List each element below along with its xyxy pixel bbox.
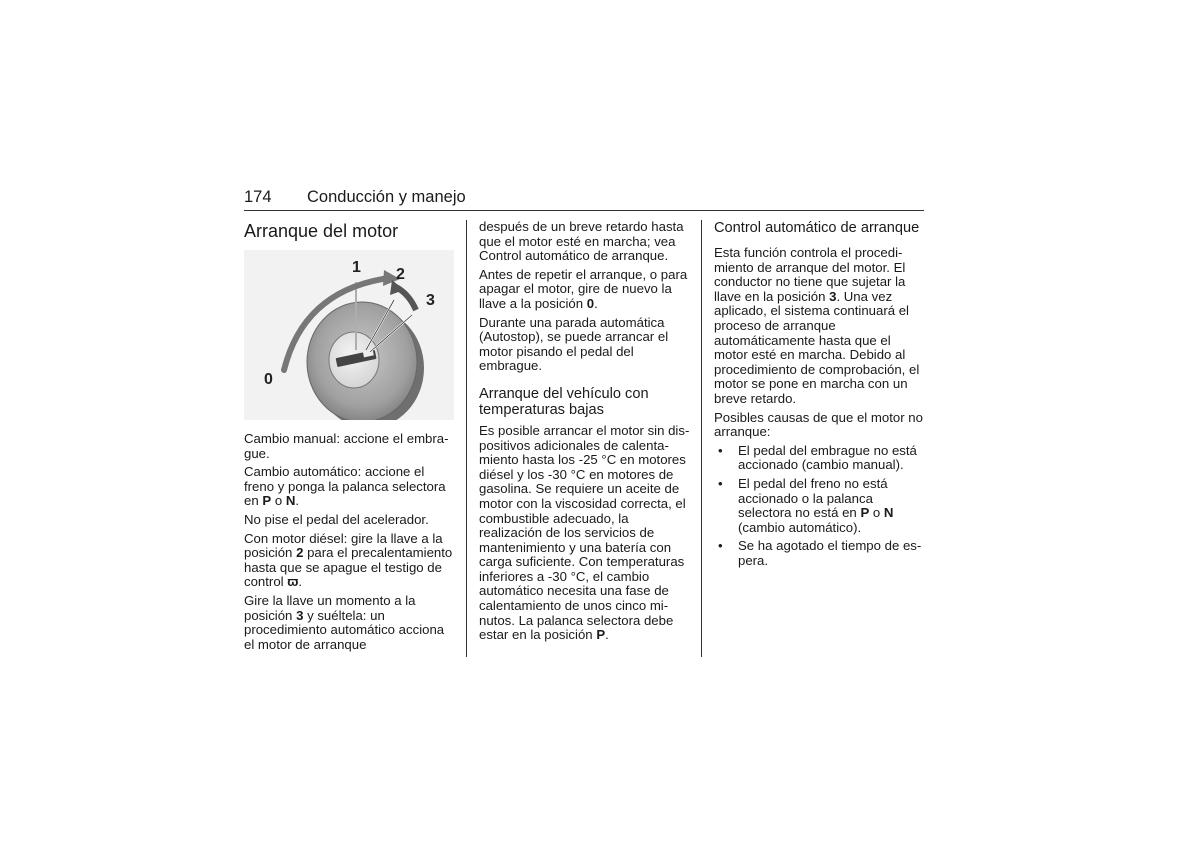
paragraph: después de un breve retardo hasta que el motor esté en marcha; vea Control automático de arranque. (479, 219, 684, 264)
chapter-title: Conducción y manejo (307, 188, 466, 206)
cause-list (714, 444, 924, 569)
column-divider (466, 220, 467, 657)
column-divider (701, 220, 702, 657)
paragraph: Gire la llave un momento a la posición 3 y suéltela: un procedimiento automático acciona el motor de arranque (244, 592, 445, 652)
page-header (244, 188, 924, 211)
bullet: • (718, 442, 723, 458)
paragraph: Cambio manual: accione el embrague. (244, 431, 449, 461)
subsection-title: Arranque del vehículo con temperaturas bajas (479, 385, 649, 418)
paragraph: Posibles causas de que el motor no arranque: (714, 409, 923, 440)
page-number: 174 (244, 188, 272, 206)
paragraph: No pise el pedal del acelerador. (244, 511, 429, 527)
list-item: • El pedal del embrague no está accionado (cambio manual). (718, 442, 917, 473)
key-position-0: 0 (264, 371, 273, 388)
bullet: • (718, 475, 723, 491)
paragraph: Esta función controla el procedimiento de arranque del motor. El conductor no tiene que sujetar la llave en la posición 3. Una vez aplicado, el sistema continuará el proceso de arranque automáticamente hasta que el motor esté en marcha. Debido al procedimiento de comprobación, el motor se pone en marcha con un breve retardo. (714, 245, 920, 406)
key-position-1: 1 (352, 259, 361, 276)
key-position-3: 3 (426, 292, 435, 309)
subsection-title: Control automático de arranque (714, 220, 920, 236)
list-item: • El pedal del freno no está accionado o la palanca selectora no está en P o N (cambio automático). (718, 475, 894, 535)
column-2 (479, 220, 690, 647)
key-position-2: 2 (396, 266, 405, 283)
column-1 (244, 220, 456, 656)
paragraph: Es posible arrancar el motor sin dispositivos adicionales de calentamiento hasta los -25 °C en motores diésel y los -30 °C en motores de gasolina. Se requiere un aceite de motor con la viscosidad correcta, el combustible adecuado, la realización de los servicios de mantenimiento y una batería con carga suficiente. Con temperaturas inferiores a -30 °C, el cambio automático necesita una fase de calentamiento de unos cinco minutos. La palanca selectora debe estar en la posición P. (479, 422, 690, 643)
paragraph: Con motor diésel: gire la llave a la posición 2 para el precalentamiento hasta que se apague el testigo de control ϖ. (244, 530, 453, 590)
glow-plug-indicator-icon: ϖ (287, 574, 299, 590)
ignition-key-positions-illustration (244, 250, 454, 420)
list-item: • Se ha agotado el tiempo de espera. (718, 538, 922, 568)
paragraph: Durante una parada automática (Autostop), se puede arrancar el motor pisando el pedal del embrague. (479, 314, 669, 374)
column-3 (714, 220, 924, 572)
bullet: • (718, 538, 723, 554)
paragraph: Antes de repetir el arranque, o para apagar el motor, gire de nuevo la llave a la posición 0. (479, 266, 688, 311)
section-title: Arranque del motor (244, 221, 399, 241)
paragraph: Cambio automático: accione el freno y ponga la palanca selectora en P o N. (244, 464, 446, 509)
